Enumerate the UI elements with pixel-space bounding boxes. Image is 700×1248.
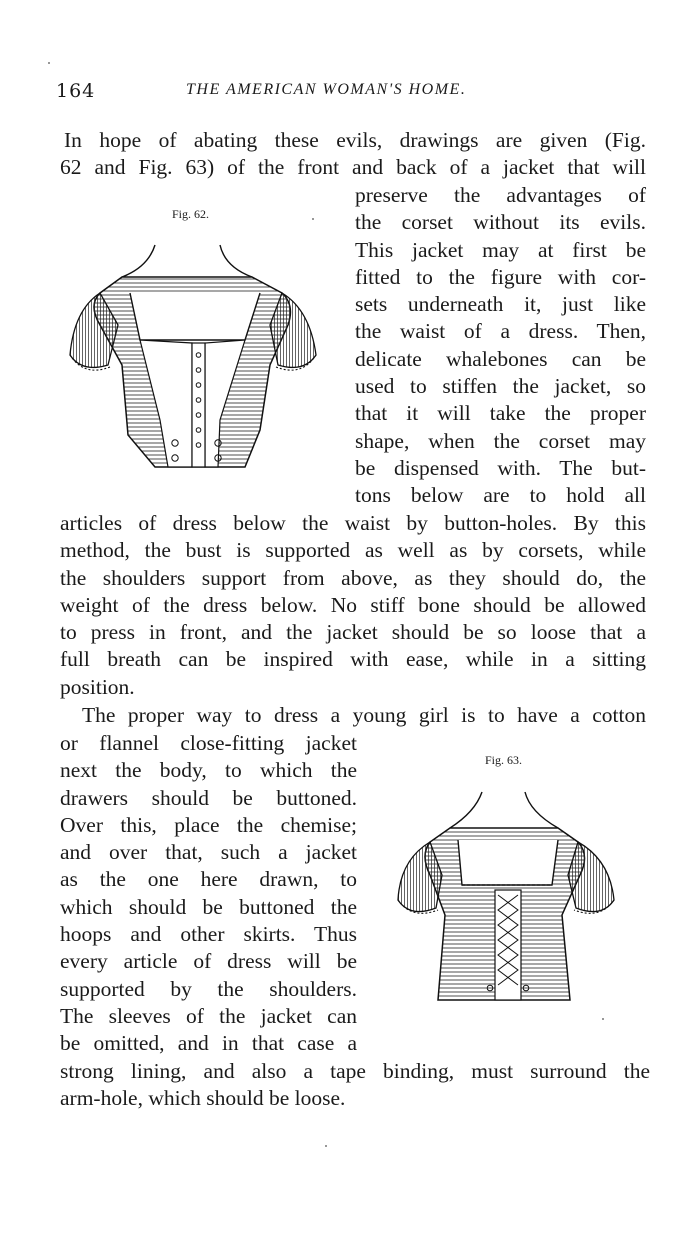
text-line: This jacket may at first be — [355, 237, 646, 262]
text-line: delicate whalebones can be — [355, 346, 646, 371]
running-title: THE AMERICAN WOMAN'S HOME. — [186, 81, 467, 98]
text-line: drawers should be buttoned. — [60, 785, 357, 810]
paragraph-2-top — [82, 702, 646, 729]
text-line: or flannel close-fitting jacket — [60, 731, 357, 755]
paragraph-1-bottom — [60, 510, 646, 701]
page-number: 164 — [56, 80, 96, 102]
text-line: The proper way to dress a young girl is to have a cotton — [82, 703, 646, 727]
text-line: shape, when the corset may — [355, 428, 646, 453]
text-line: The sleeves of the jacket can — [60, 1003, 357, 1028]
paragraph-1-top — [60, 127, 646, 182]
text-line: 62 and Fig. 63) of the front and back of a jacket that will — [60, 155, 646, 180]
text-line: every article of dress will be — [60, 949, 357, 974]
text-line: method, the bust is supported as well as by corsets, while — [60, 538, 646, 563]
text-line: In hope of abating these evils, drawings are given (Fig. — [64, 128, 646, 152]
text-line: that it will take the proper — [355, 401, 646, 426]
text-line: as the one here drawn, to — [60, 867, 357, 892]
text-line: the waist of a dress. Then, — [355, 319, 646, 344]
text-line: position. — [60, 674, 135, 699]
figure-62-caption: Fig. 62. — [172, 207, 210, 221]
figure-63-caption: Fig. 63. — [485, 753, 523, 767]
text-line: which should be buttoned the — [60, 894, 357, 919]
text-line: the shoulders support from above, as they should do, the — [60, 565, 646, 590]
text-line: fitted to the figure with cor- — [355, 264, 646, 289]
text-line: next the body, to which the — [60, 758, 357, 783]
jacket-front-illustration-icon — [60, 205, 350, 495]
jacket-back-illustration-icon — [370, 750, 650, 1040]
text-line: hoops and other skirts. Thus — [60, 922, 357, 947]
text-line: sets underneath it, just like — [355, 292, 646, 317]
text-line: preserve the advantages of — [355, 183, 646, 207]
ink-speck — [48, 62, 50, 64]
text-line: supported by the shoulders. — [60, 976, 357, 1001]
text-line: be omitted, and in that case a — [60, 1031, 357, 1056]
text-line: strong lining, and also a tape binding, must surround the — [60, 1059, 650, 1083]
text-line: and over that, such a jacket — [60, 840, 357, 865]
ink-speck — [325, 1145, 327, 1147]
text-line: used to stiffen the jacket, so — [355, 374, 646, 399]
figure-63 — [370, 750, 650, 1040]
text-line: articles of dress below the waist by button-holes. By this — [60, 511, 646, 535]
ink-speck — [602, 1018, 604, 1020]
text-line: arm-hole, which should be loose. — [60, 1086, 346, 1111]
text-line: to press in front, and the jacket should be so loose that a — [60, 620, 646, 645]
paragraph-1-wrap — [355, 182, 646, 510]
text-line: weight of the dress below. No stiff bone should be allowed — [60, 592, 646, 617]
ink-speck — [312, 218, 314, 220]
text-line: Over this, place the chemise; — [60, 812, 357, 837]
text-line: tons below are to hold all — [355, 483, 646, 508]
figure-62 — [60, 205, 350, 495]
page-header — [56, 80, 646, 106]
text-line: the corset without its evils. — [355, 210, 646, 235]
text-line: full breath can be inspired with ease, while in a sitting — [60, 647, 646, 672]
text-line: be dispensed with. The but- — [355, 455, 646, 480]
paragraph-2-wrap — [60, 730, 357, 1058]
paragraph-2-bottom — [60, 1058, 650, 1113]
